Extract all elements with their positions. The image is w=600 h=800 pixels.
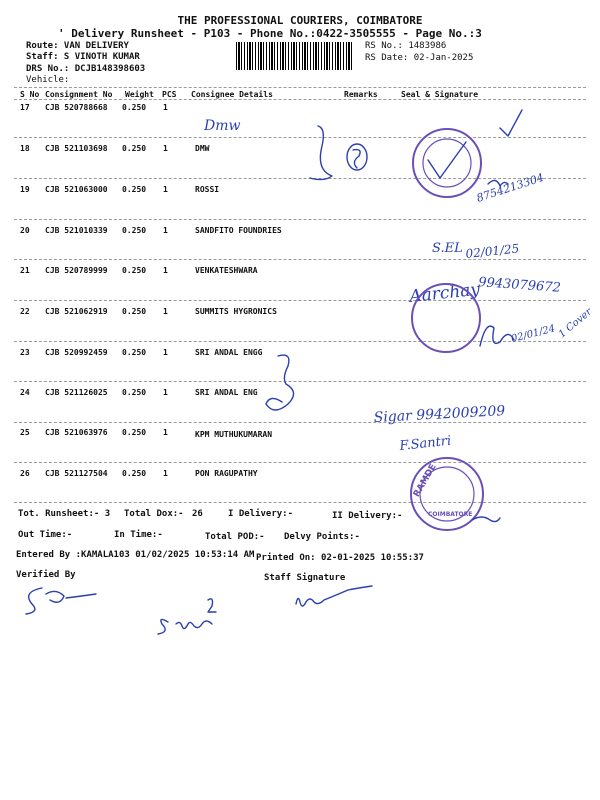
row-sno: 22 — [20, 307, 30, 316]
row-weight: 0.250 — [122, 266, 147, 275]
row-consignee: KPM MUTHUKUMARAN — [195, 430, 273, 439]
digit-mark — [353, 150, 360, 168]
ii-delivery-label: II Delivery:- — [332, 511, 403, 521]
row-pcs: 1 — [163, 348, 168, 357]
row-weight: 0.250 — [122, 388, 147, 397]
row-pcs: 1 — [163, 226, 168, 235]
row-consignment: CJB 521063000 — [45, 185, 108, 194]
col-remarks: Remarks — [344, 90, 378, 99]
row-weight: 0.250 — [122, 144, 147, 153]
row-pcs: 1 — [163, 388, 168, 397]
row-weight: 0.250 — [122, 348, 147, 357]
handwriting-h6: 02/01/24 — [510, 323, 557, 345]
checkmark-icon — [500, 110, 522, 136]
total-pod-label: Total POD:- — [205, 532, 265, 542]
total-dox-value: 26 — [192, 509, 203, 519]
handwriting-h5: Aarchay — [408, 279, 481, 307]
col-seal-signature: Seal & Signature — [401, 90, 479, 99]
row-consignment: CJB 521010339 — [45, 226, 108, 235]
row-consignment: CJB 520789999 — [45, 266, 108, 275]
row-sno: 20 — [20, 226, 30, 235]
row-consignee: PON RAGUPATHY — [195, 469, 258, 478]
handwriting-h3: 02/01/25 — [464, 241, 520, 261]
i-delivery-label: I Delivery:- — [228, 509, 294, 519]
stamp-text-city: COIMBATORE — [428, 511, 473, 518]
row-weight: 0.250 — [122, 185, 147, 194]
col-consignee: Consignee Details — [191, 90, 273, 99]
row-pcs: 1 — [163, 428, 168, 437]
printed-on: Printed On: 02-01-2025 10:55:37 — [256, 553, 424, 563]
signature-scribble — [472, 517, 500, 522]
row-consignee: SUMMITS HYGRONICS — [195, 307, 277, 316]
row-sno: 18 — [20, 144, 30, 153]
handwriting-h7: 1 Cover — [556, 306, 595, 341]
company-title: THE PROFESSIONAL COURIERS, COIMBATORE — [177, 14, 423, 27]
row-sno: 25 — [20, 428, 30, 437]
col-consignment: Consignment No — [45, 90, 113, 99]
rs-date: RS Date: 02-Jan-2025 — [365, 53, 474, 63]
delvy-points-label: Delvy Points:- — [284, 532, 360, 542]
total-runsheet: Tot. Runsheet:- 3 — [18, 509, 111, 519]
row-consignment: CJB 521063976 — [45, 428, 108, 437]
total-dox-label: Total Dox:- — [124, 509, 184, 519]
row-pcs: 1 — [163, 307, 168, 316]
row17-handwriting: Dmw — [204, 118, 241, 134]
in-time-label: In Time:- — [114, 530, 163, 540]
verified-by-signature — [26, 588, 96, 614]
handwriting-h4: 9943079672 — [477, 275, 562, 296]
drs-number: DRS No.: DCJB148398603 — [26, 64, 146, 74]
row-weight: 0.250 — [122, 103, 147, 112]
row-consignee: SRI ANDAL ENGG — [195, 348, 263, 357]
runsheet-subtitle: ' Delivery Runsheet - P103 - Phone No.:0422-3505555 - Page No.:3 — [58, 27, 482, 40]
row-sno: 17 — [20, 103, 30, 112]
col-pcs: PCS — [162, 90, 177, 99]
row-consignee: SRI ANDAL ENG — [195, 388, 258, 397]
row-sno: 26 — [20, 469, 30, 478]
staff-signature-scribble — [158, 599, 216, 634]
signature-scribble — [266, 355, 294, 410]
row-consignee: SANDFITO FOUNDRIES — [195, 226, 282, 235]
row-weight: 0.250 — [122, 469, 147, 478]
verified-by-label: Verified By — [16, 570, 76, 580]
staff-signature-label: Staff Signature — [264, 573, 346, 583]
row-weight: 0.250 — [122, 428, 147, 437]
row-pcs: 1 — [163, 266, 168, 275]
col-weight: Weight — [125, 90, 154, 99]
handwriting-h1: 8754213304 — [474, 170, 546, 205]
row-consignment: CJB 521127504 — [45, 469, 108, 478]
out-time-label: Out Time:- — [18, 530, 73, 540]
row-consignment: CJB 521126025 — [45, 388, 108, 397]
handwriting-h8: Sigar 9942009209 — [373, 403, 506, 426]
row-consignment: CJB 520992459 — [45, 348, 108, 357]
staff-label: Staff: S VINOTH KUMAR — [26, 52, 140, 62]
row-consignment: CJB 520788668 — [45, 103, 108, 112]
entered-by: Entered By :KAMALA103 01/02/2025 10:53:14 AM — [16, 550, 255, 560]
checkmark-icon — [428, 142, 466, 178]
row-sno: 19 — [20, 185, 30, 194]
row-pcs: 1 — [163, 103, 168, 112]
row-sno: 21 — [20, 266, 30, 275]
rs-number: RS No.: 1483986 — [365, 41, 447, 51]
row-consignee: VENKATESHWARA — [195, 266, 258, 275]
col-sno: S No — [20, 90, 40, 99]
row-consignment: CJB 521103698 — [45, 144, 108, 153]
row-pcs: 1 — [163, 144, 168, 153]
handwriting-h9: F.Santri — [398, 433, 452, 454]
bracket-mark — [310, 126, 332, 180]
row-pcs: 1 — [163, 469, 168, 478]
handwriting-h2: S.EL — [432, 241, 463, 256]
row-consignment: CJB 521062919 — [45, 307, 108, 316]
vehicle-label: Vehicle: — [26, 75, 70, 85]
row-weight: 0.250 — [122, 307, 147, 316]
signature-scribble — [480, 326, 514, 346]
route-label: Route: VAN DELIVERY — [26, 41, 129, 51]
row-consignee: DMW — [195, 144, 210, 153]
row-consignee: ROSSI — [195, 185, 220, 194]
row-sno: 24 — [20, 388, 30, 397]
row-weight: 0.250 — [122, 226, 147, 235]
row-pcs: 1 — [163, 185, 168, 194]
row-sno: 23 — [20, 348, 30, 357]
stamp-text-ramde: RAMDE — [411, 462, 439, 499]
staff-signature — [296, 586, 372, 606]
